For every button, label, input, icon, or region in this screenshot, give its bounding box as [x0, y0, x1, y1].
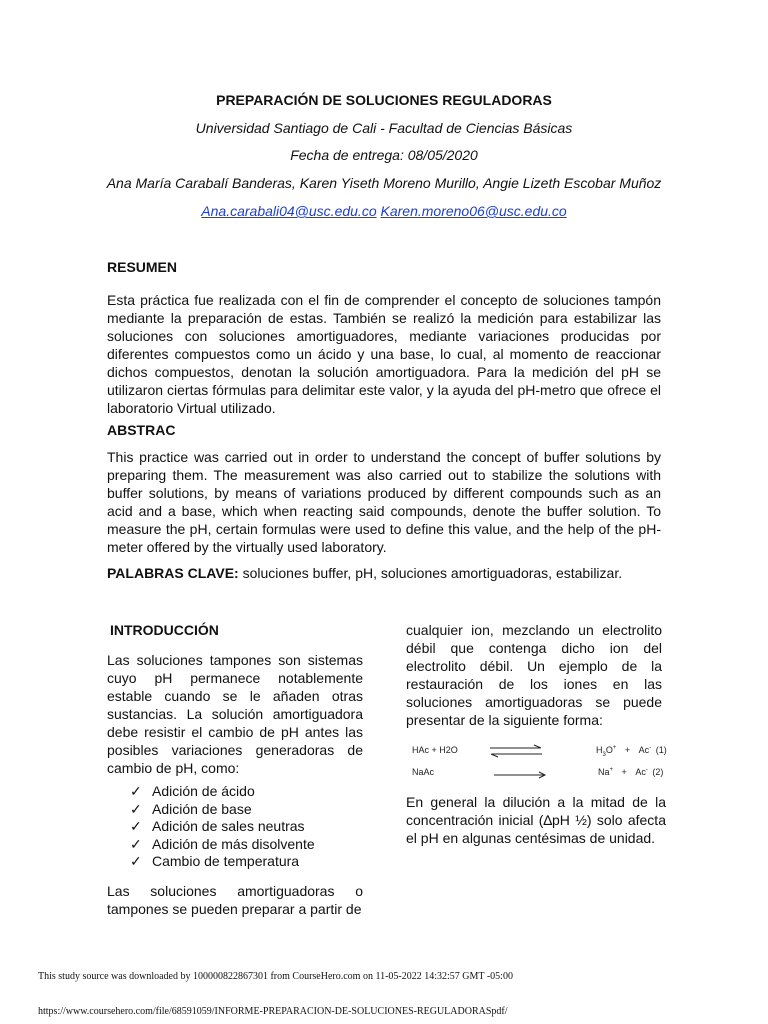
email-link-ana[interactable]: Ana.carabali04@usc.edu.co [201, 203, 377, 219]
university-line: Universidad Santiago de Cali - Facultad de Ciencias Básicas [195, 120, 573, 136]
intro-right-paragraph-1: cualquier ion, mezclando un electrolito débil que contenga dicho ion del electrolito débil. Un ejemplo de la restauración de los iones en las soluciones amortiguadoras se puede presentar de la siguiente forma: [406, 622, 662, 728]
check-icon: ✓ [130, 818, 142, 834]
intro-paragraph-1: Las soluciones tampones son sistemas cuyo pH permanece notablemente estable cuando se le añaden otras sustancias. La solución amortiguadora debe resistir el cambio de pH antes las posibles variaciones generadoras de cambio de pH, como: [107, 652, 363, 776]
resumen-heading: RESUMEN [107, 259, 178, 275]
abstract-heading: ABSTRAC [107, 422, 176, 438]
download-notice: This study source was downloaded by 100000822867301 from CourseHero.com on 11-05-2022 14:32:57 GMT -05:00 [38, 971, 513, 982]
introduccion-heading: INTRODUCCIÓN [110, 622, 219, 638]
right-arrow-icon [492, 770, 548, 780]
date-line: Fecha de entrega: 08/05/2020 [290, 147, 478, 163]
check-icon: ✓ [130, 783, 142, 799]
intro-paragraph-2: Las soluciones amortiguadoras o tampones se pueden preparar a partir de [107, 883, 363, 917]
keywords-label: PALABRAS CLAVE: [107, 565, 239, 581]
list-item: ✓ Adición de sales neutras [130, 818, 305, 834]
equilibrium-arrows-icon [488, 744, 544, 758]
list-item: ✓ Adición de más disolvente [130, 835, 315, 852]
eq2-left: NaAc [412, 767, 435, 777]
intro-right-paragraph-2: En general la dilución a la mitad de la concentración inicial (∆pH ½) solo afecta el pH en algunas centésimas de unidad. [406, 794, 666, 846]
check-icon: ✓ [130, 853, 142, 869]
eq1-right: $H_3O^+ + Ac^-$ (1) [596, 745, 667, 758]
document-title: PREPARACIÓN DE SOLUCIONES REGULADORAS [216, 92, 552, 108]
list-item: ✓ Adición de ácido [130, 783, 255, 799]
check-icon: ✓ [130, 800, 142, 817]
eq2-right: Na+ + Ac- (2) [598, 767, 664, 777]
keywords-text: soluciones buffer, pH, soluciones amortiguadoras, estabilizar. [238, 565, 623, 581]
authors-line: Ana María Carabalí Banderas, Karen Yiseth Moreno Murillo, Angie Lizeth Escobar Muñoz [106, 175, 662, 191]
resumen-text: Esta práctica fue realizada con el fin de comprender el concepto de soluciones tampón mediante la preparación de estas. También se realizó la medición para estabilizar las soluciones con soluciones amortiguadores, mediante variaciones producidas por diferentes compuestos como un ácido y una base, lo cual, al momento de reaccionar dichos compuestos, denotan la solución amortiguadora. Para la medición del pH se utilizaron ciertas fórmulas para delimitar este valor, y la ayuda del pH-metro que ofrece el laboratorio Virtual utilizado. [107, 292, 661, 416]
list-item: ✓ Cambio de temperatura [130, 853, 300, 869]
source-url[interactable]: https://www.coursehero.com/file/68591059/INFORME-PREPARACION-DE-SOLUCIONES-REGULADORASpdf/ [38, 1006, 508, 1017]
email-link-karen[interactable]: Karen.moreno06@usc.edu.co [380, 203, 567, 219]
check-icon: ✓ [130, 835, 142, 852]
abstract-text: This practice was carried out in order to understand the concept of buffer solutions by preparing them. The measurement was also carried out to stabilize the solutions with buffer solutions, by means of variations produced by different compounds such as an acid and a base, which when reacting said compounds, denote the buffer solution. To measure the pH, certain formulas were used to define this value, and the help of the pH-meter offered by the virtually used laboratory. [107, 449, 661, 555]
checklist [130, 783, 370, 871]
eq1-left: HAc + H2O [412, 745, 458, 755]
emails-line [0, 203, 768, 219]
keywords-line [107, 565, 622, 581]
list-item: ✓ Adición de base [130, 800, 252, 817]
